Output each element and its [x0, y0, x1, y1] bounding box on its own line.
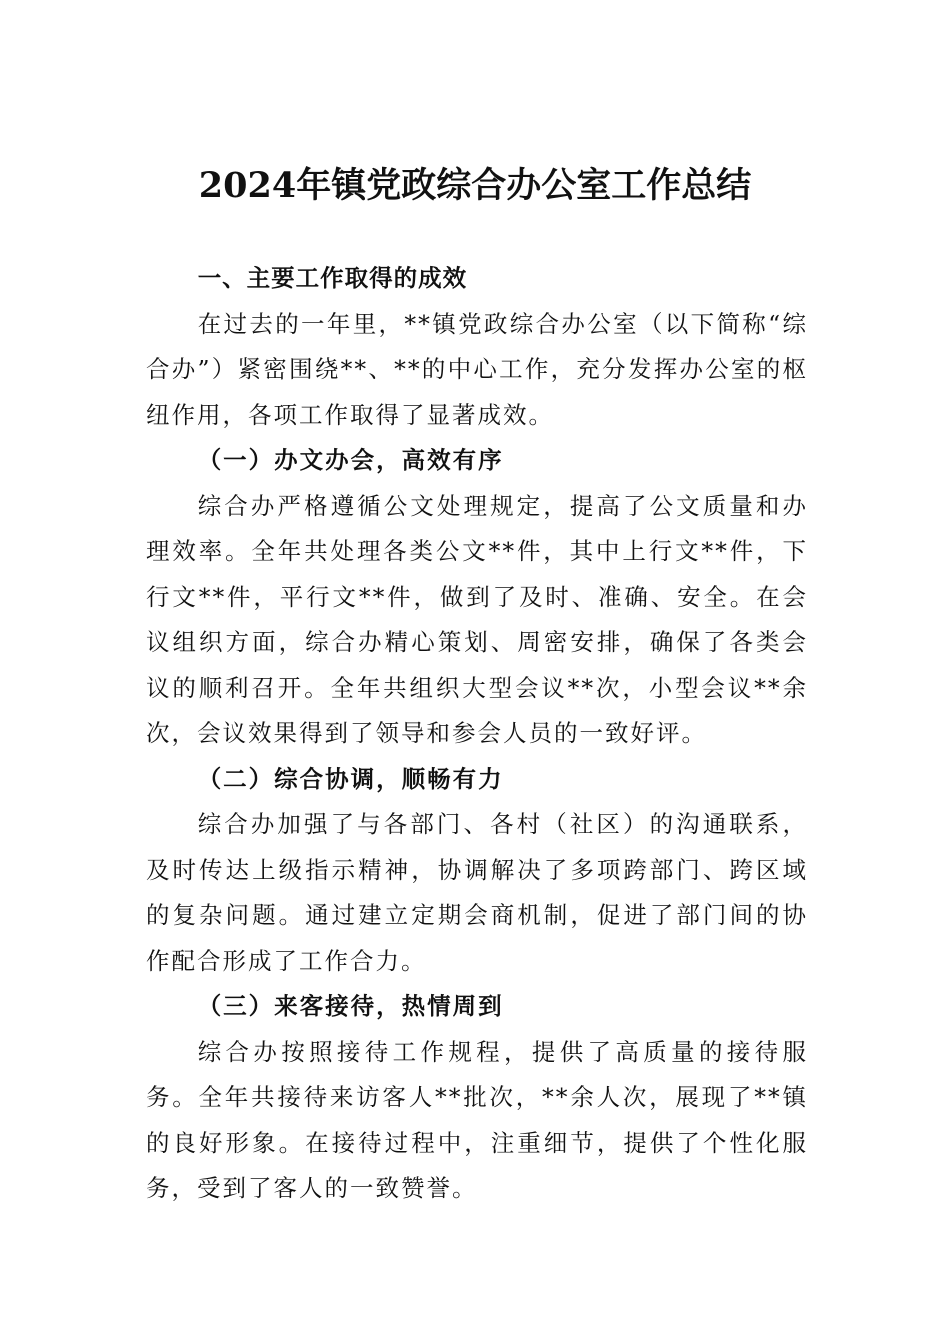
subsection-heading-3: （三）来客接待，热情周到: [197, 992, 504, 1020]
paragraph-coordination: 综合办加强了与各部门、各村（社区）的沟通联系，及时传达上级指示精神，协调解决了多项跨部门、跨区域的复杂问题。通过建立定期会商机制，促进了部门间的协作配合形成了工作合力。: [146, 810, 808, 975]
paragraph-intro: 在过去的一年里，**镇党政综合办公室（以下简称“综合办”）紧密围绕**、**的中心工作，充分发挥办公室的枢纽作用，各项工作取得了显著成效。: [146, 309, 808, 429]
paragraph-reception: 综合办按照接待工作规程，提供了高质量的接待服务。全年共接待来访客人**批次，**余人次，展现了**镇的良好形象。在接待过程中，注重细节，提供了个性化服务，受到了客人的一致赞誉。: [146, 1037, 808, 1202]
document-body: [146, 256, 808, 1212]
subsection-heading-2: （二）综合协调，顺畅有力: [197, 764, 504, 793]
section-heading: 一、主要工作取得的成效: [197, 264, 468, 292]
document-title: 2024年镇党政综合办公室工作总结: [198, 165, 752, 206]
paragraph-documents-meetings: 综合办严格遵循公文处理规定，提高了公文质量和办理效率。全年共处理各类公文**件，其中上行文**件，下行文**件，平行文**件，做到了及时、准确、安全。在会议组织方面，综合办精心策划、周密安排，确保了各类会议的顺利召开。全年共组织大型会议**次，小型会议**余次，会议效果得到了领导和参会人员的一致好评。: [146, 491, 808, 747]
subsection-heading-1: （一）办文办会，高效有序: [197, 446, 504, 474]
